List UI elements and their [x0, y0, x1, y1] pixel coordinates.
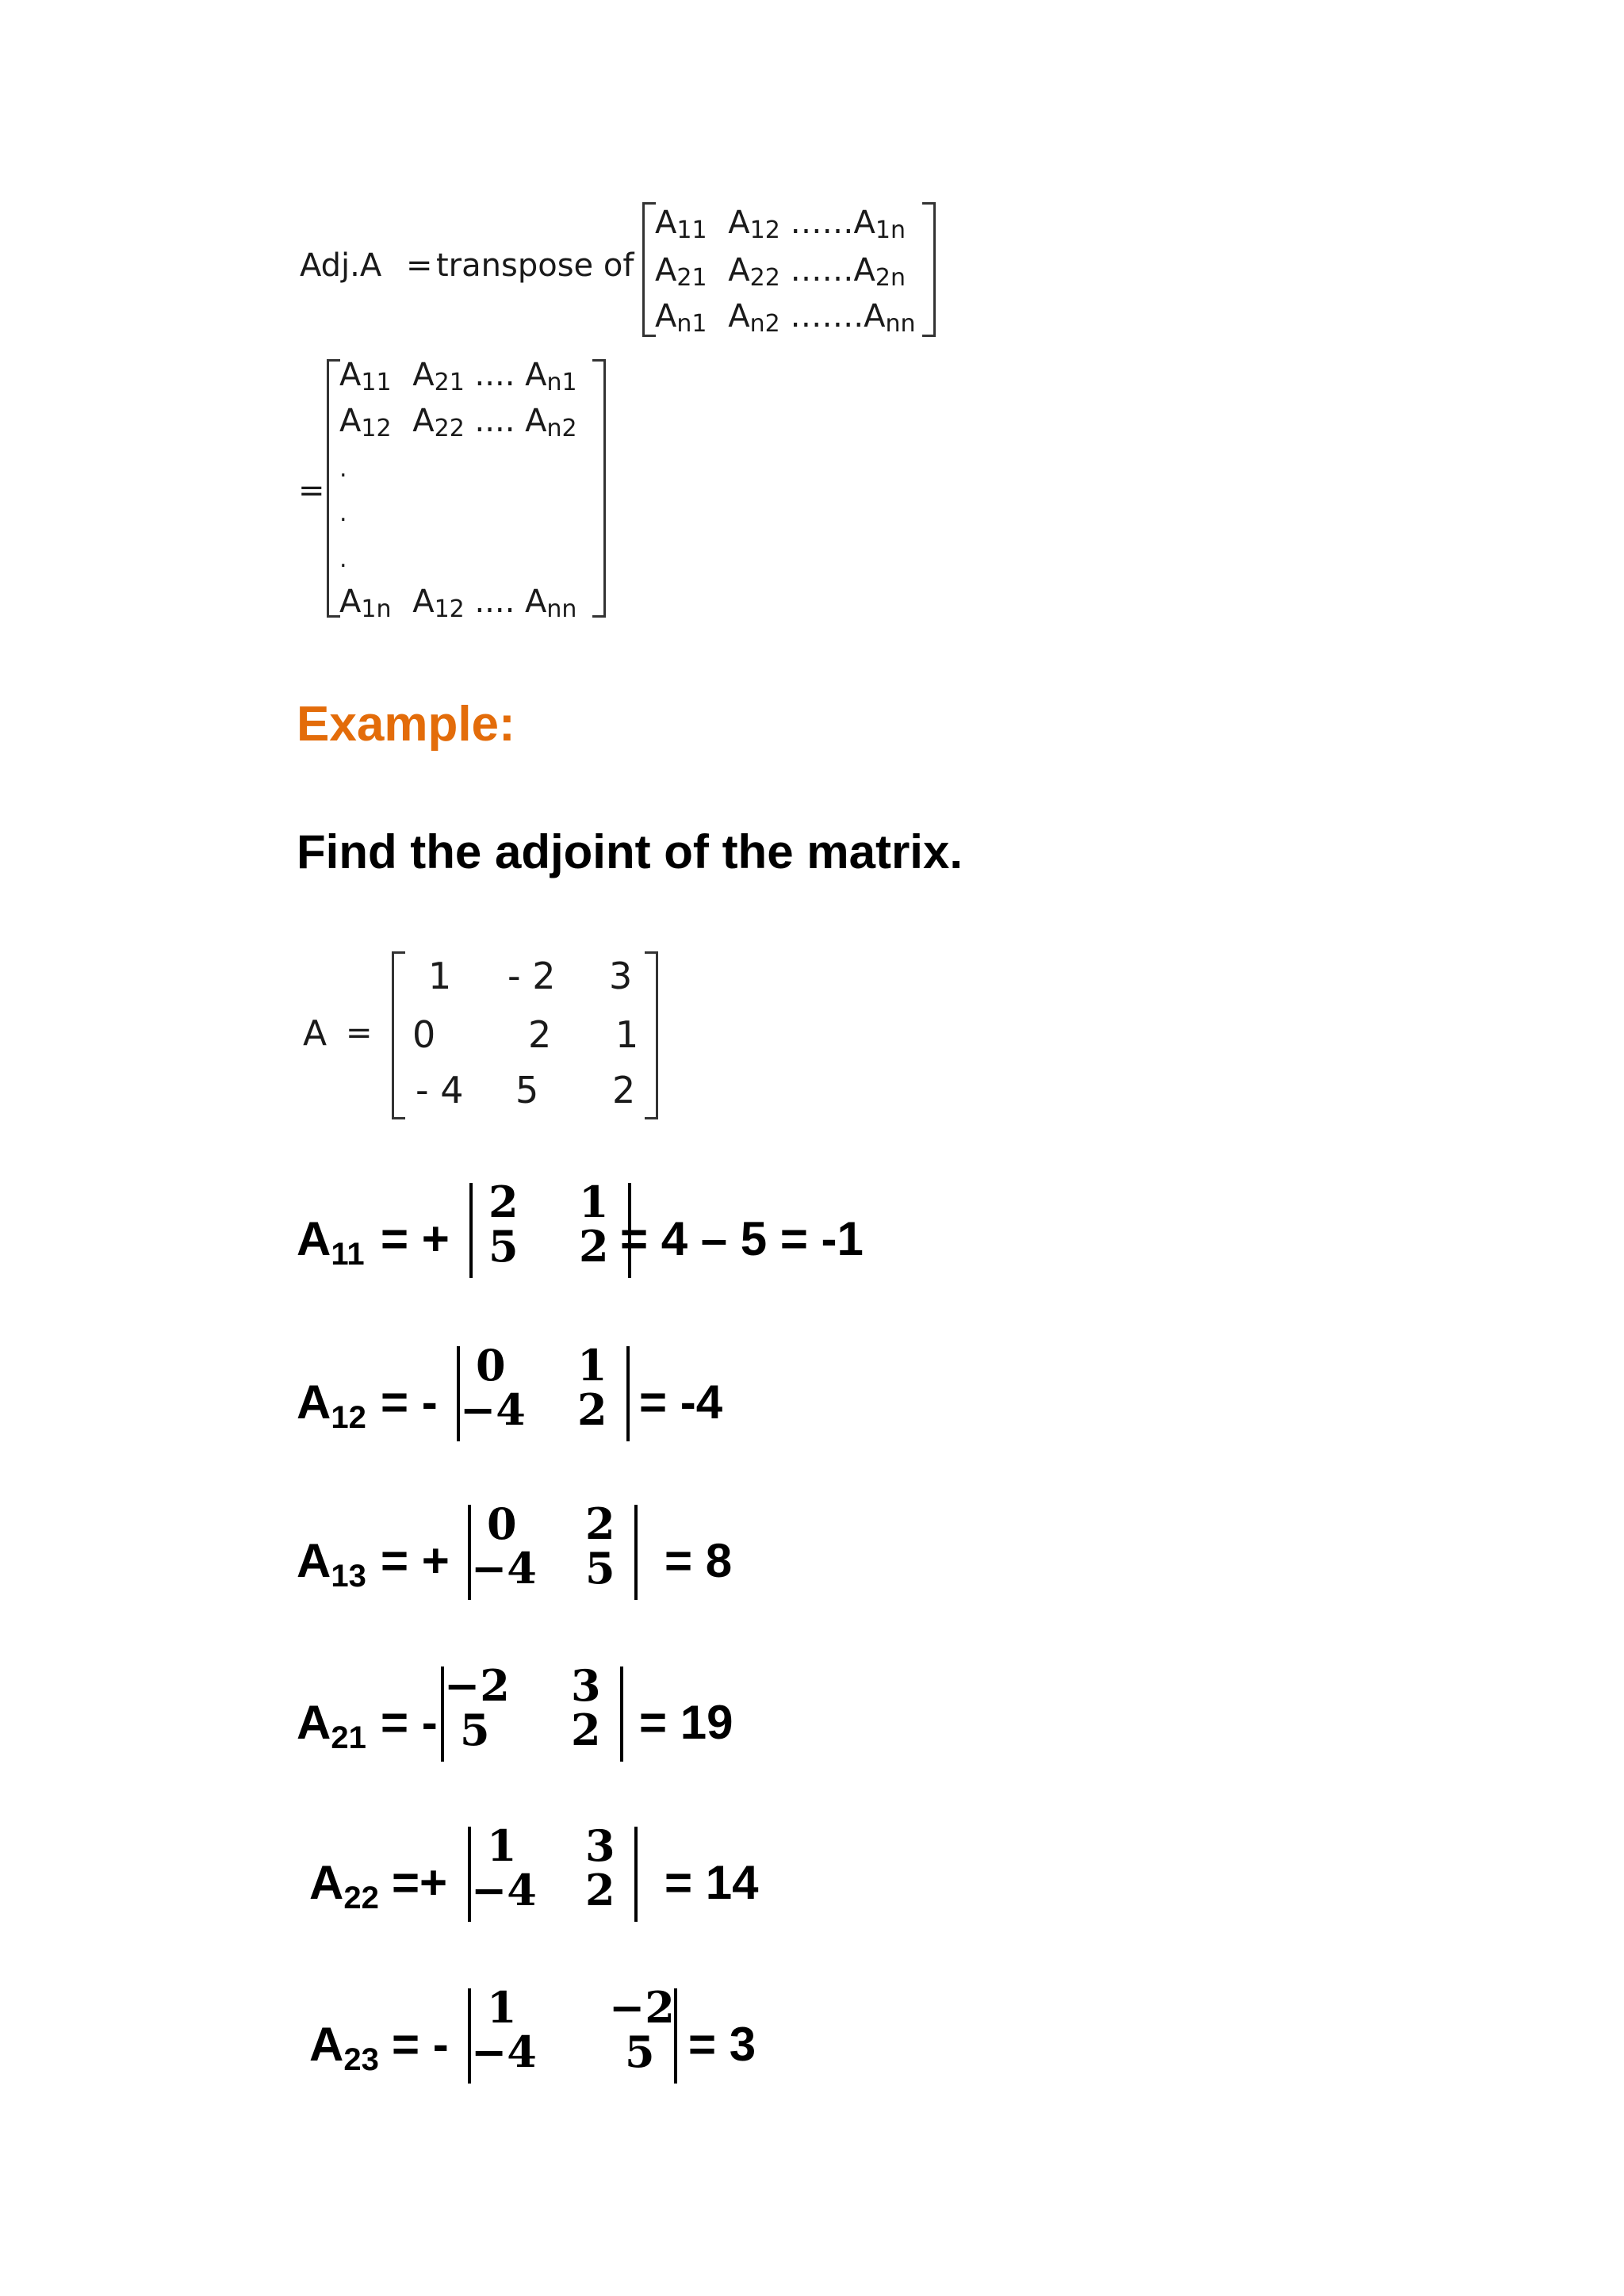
determinant-entry: 1 — [577, 1340, 607, 1391]
cofactor-name: $A_{22}$ — [309, 1856, 379, 1915]
determinant-entry: 5 — [585, 1543, 615, 1594]
matrix-a-cell: 1 — [615, 1013, 639, 1056]
matrix-a-cell: 1 — [428, 955, 452, 997]
determinant-entry: −4 — [460, 1384, 526, 1435]
cofactor-name: $A_{21}$ — [297, 1696, 366, 1755]
transposed-matrix — [327, 359, 606, 618]
determinant-entry: −2 — [609, 1982, 675, 2033]
determinant-entry: −4 — [471, 1543, 537, 1594]
matrix1-row: $A_{11}$ $A_{12}$ $\dots\dots A_{1n}$ — [655, 205, 906, 244]
cofactor-name: $A_{13}$ — [297, 1534, 366, 1594]
cofactor-sign: = + — [381, 1212, 450, 1265]
cofactor-sign: = - — [381, 1376, 438, 1429]
matrix2-dot: . — [339, 545, 347, 573]
determinant-entry: −2 — [444, 1660, 510, 1711]
matrix2-row: $A_{12}$ $A_{22}$ .... $A_{n2}$ — [339, 403, 577, 442]
equals-sign-2: = — [298, 473, 325, 509]
matrix2-dot: . — [339, 455, 347, 483]
matrix2-row: $A_{11}$ $A_{21}$ .... $A_{n1}$ — [339, 357, 577, 396]
cofactor-name: $A_{12}$ — [297, 1376, 366, 1435]
determinant-entry: 0 — [476, 1340, 506, 1391]
cofactor-name: $A_{23}$ — [309, 2018, 379, 2077]
cofactor-name: $A_{11}$ — [297, 1212, 365, 1272]
determinant-entry: 2 — [585, 1865, 615, 1915]
determinant-entry: 0 — [487, 1498, 517, 1549]
matrix2-row: $A_{1n}$ $A_{12}$ .... $A_{nn}$ — [339, 584, 577, 623]
matrix-a-cell: 2 — [612, 1069, 636, 1112]
matrix-a-cell: - 2 — [508, 955, 556, 997]
determinant-entry: −4 — [471, 2026, 537, 2077]
adj-a-label: Adj.A — [300, 247, 382, 284]
cofactor-result: = 8 — [665, 1534, 733, 1587]
example-heading: Example: — [297, 697, 515, 752]
matrix-a-cell: 5 — [515, 1069, 539, 1112]
determinant-entry: 1 — [487, 1982, 517, 2033]
cofactor-sign: = + — [381, 1534, 450, 1587]
determinant-entry: 3 — [585, 1820, 615, 1871]
matrix2-dot: . — [339, 499, 347, 527]
cofactor-result: = 4 – 5 = -1 — [620, 1212, 864, 1265]
determinant-entry: 1 — [579, 1177, 609, 1227]
cofactor-sign: = - — [392, 2018, 449, 2071]
matrix-a-equals: = — [346, 1015, 373, 1051]
determinant-entry: 5 — [460, 1705, 490, 1755]
cofactor-sign: = - — [381, 1696, 438, 1749]
cofactor-result: = 14 — [665, 1856, 759, 1909]
determinant-entry: 3 — [571, 1660, 601, 1711]
matrix1-row: $A_{n1}$ $A_{n2}$ $\dots\dots.A_{nn}$ — [655, 298, 916, 338]
determinant-entry: 2 — [571, 1705, 601, 1755]
cofactor-result: = -4 — [639, 1376, 723, 1429]
matrix-a-cell: - 4 — [416, 1069, 464, 1112]
transpose-of-label: transpose of — [436, 247, 634, 284]
cofactor-result: = 19 — [639, 1696, 733, 1749]
determinant-entry: 2 — [577, 1384, 607, 1435]
determinant-entry: 1 — [487, 1820, 517, 1871]
equals-sign: = — [406, 247, 433, 284]
cofactor-sign: =+ — [392, 1856, 448, 1909]
determinant-entry: 5 — [488, 1221, 519, 1272]
determinant-entry: 2 — [488, 1177, 519, 1227]
determinant-entry: 5 — [625, 2026, 655, 2077]
determinant-entry: 2 — [579, 1221, 609, 1272]
determinant-entry: 2 — [585, 1498, 615, 1549]
matrix-a-cell: 3 — [609, 955, 633, 997]
cofactor-result: = 3 — [688, 2018, 756, 2071]
matrix-a-cell: 0 — [412, 1013, 436, 1056]
matrix-a-label: A — [303, 1013, 327, 1054]
determinant-entry: −4 — [471, 1865, 537, 1915]
matrix-a-cell: 2 — [528, 1013, 552, 1056]
matrix1-row: $A_{21}$ $A_{22}$ $\dots\dots A_{2n}$ — [655, 252, 906, 292]
task-heading: Find the adjoint of the matrix. — [297, 825, 963, 878]
